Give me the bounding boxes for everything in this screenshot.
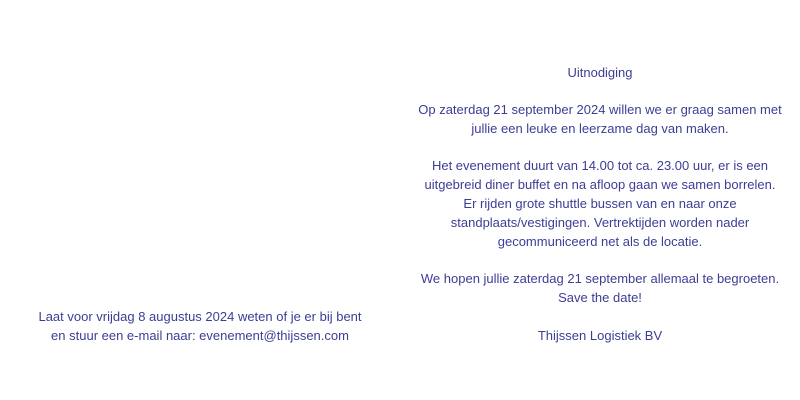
right-panel <box>400 0 800 400</box>
paragraph-closing <box>400 269 800 307</box>
paragraph-line: Er rijden grote shuttle bussen van en naar onze <box>463 196 737 211</box>
paragraph-line: Save the date! <box>558 290 642 305</box>
paragraph-line: jullie een leuke en leerzame dag van maken. <box>471 121 729 136</box>
invitation-title <box>400 63 800 82</box>
rsvp-line: Laat voor vrijdag 8 augustus 2024 weten of je er bij bent <box>38 309 362 324</box>
rsvp-line: en stuur een e-mail naar: evenement@thijssen.com <box>51 328 349 343</box>
paragraph-line: uitgebreid diner buffet en na afloop gaan we samen borrelen. <box>424 177 776 192</box>
paragraph-line: gecommuniceerd net als de locatie. <box>497 234 703 249</box>
paragraph-line: Het evenement duurt van 14.00 tot ca. 23.00 uur, er is een <box>431 158 769 173</box>
paragraph-line: We hopen jullie zaterdag 21 september allemaal te begroeten. <box>420 271 780 286</box>
title-text: Uitnodiging <box>567 65 633 80</box>
signature <box>400 326 800 345</box>
paragraph-line: standplaats/vestigingen. Vertrektijden worden nader <box>450 215 750 230</box>
rsvp-note <box>0 307 400 345</box>
signature-text: Thijssen Logistiek BV <box>537 328 663 343</box>
paragraph-line: Op zaterdag 21 september 2024 willen we er graag samen met <box>418 102 782 117</box>
paragraph-date <box>400 100 800 138</box>
paragraph-details <box>400 156 800 251</box>
